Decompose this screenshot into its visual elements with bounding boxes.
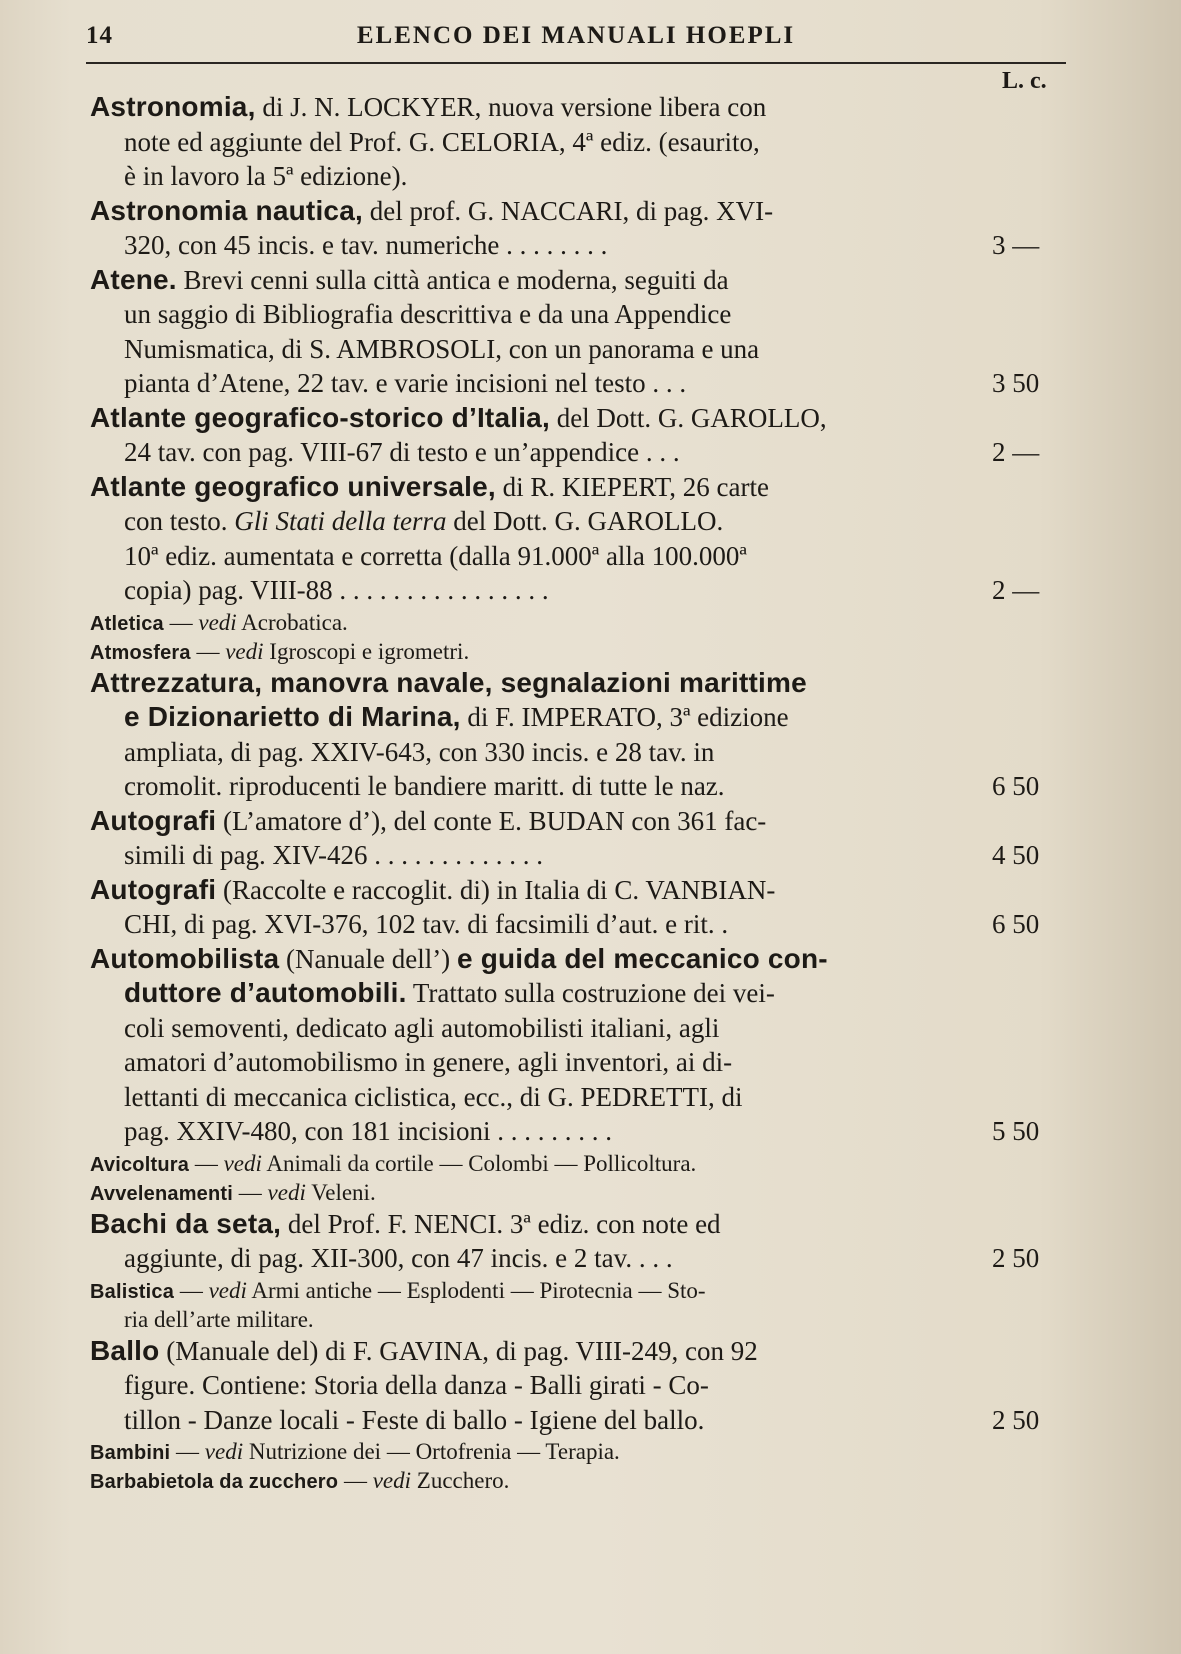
entry-attrezzatura <box>90 666 1078 804</box>
entry-bachi-da-seta <box>90 1207 1078 1276</box>
entry-price: 3 — <box>992 230 1040 260</box>
entry-title: Attrezzatura, manovra navale, segnalazioni marittime <box>90 666 807 698</box>
page-number: 14 <box>86 22 113 49</box>
entry-text: 320, con 45 incis. e tav. numeriche . . . . . . . . <box>124 230 608 260</box>
dash: — <box>169 609 193 635</box>
entry-price: 5 50 <box>992 1116 1040 1146</box>
vedi-label: vedi <box>208 1277 247 1303</box>
entry-title: Balistica <box>90 1280 175 1303</box>
entry-text: Numismatica, di S. AMBROSOLI, con un panorama e una <box>124 333 760 364</box>
entry-title: Atletica <box>90 612 164 635</box>
entry-title: Automobilista <box>90 942 280 974</box>
cross-reference: Animali da cortile — Colombi — Pollicoltura. <box>266 1150 697 1176</box>
entry-astronomia <box>90 90 1078 194</box>
entry-atlante-storico <box>90 401 1078 470</box>
entry-title: Atlante geografico-storico d’Italia, <box>90 401 550 433</box>
entry-atletica <box>90 608 1078 637</box>
entry-atene <box>90 263 1078 401</box>
entry-title: Atmosfera <box>90 641 191 664</box>
entry-atmosfera <box>90 637 1078 666</box>
entry-text: ampliata, di pag. XXIV-643, con 330 incis. e 28 tav. in <box>124 736 715 767</box>
cross-reference: Armi antiche — Esplodenti — Pirotecnia — Sto- <box>251 1277 706 1303</box>
entry-text: con testo. <box>124 506 228 536</box>
entry-title: Atlante geografico universale, <box>90 470 496 502</box>
entry-text: (Manuale del) di F. GAVINA, di pag. VIII-249, con 92 <box>166 1335 758 1366</box>
vedi-label: vedi <box>223 1150 262 1176</box>
vedi-label: vedi <box>204 1439 244 1464</box>
cross-reference: Nutrizione dei — Ortofrenia — Terapia. <box>248 1439 620 1464</box>
entry-text: di J. N. LOCKYER, nuova versione libera con <box>262 92 767 122</box>
running-head: ELENCO DEI MANUALI HOEPLI <box>356 22 796 49</box>
entry-title: Bambini <box>90 1442 171 1464</box>
entry-bambini <box>90 1437 1078 1466</box>
entry-text: pag. XXIV-480, con 181 incisioni . . . . . . . . . <box>124 1116 612 1146</box>
entry-text: (L’amatore d’), del conte E. BUDAN con 361 fac- <box>222 805 767 836</box>
entry-price: 2 — <box>992 437 1040 467</box>
dash: — <box>176 1439 200 1464</box>
entry-title: Avicoltura <box>90 1153 190 1176</box>
entry-price: 4 50 <box>992 840 1040 870</box>
entry-text: Brevi cenni sulla città antica e moderna, seguiti da <box>183 264 729 295</box>
entry-text: (Raccolte e raccoglit. di) in Italia di C. VANBIAN- <box>222 874 776 905</box>
entry-text: amatori d’automobilismo in genere, agli inventori, ai di- <box>124 1047 733 1077</box>
entry-title: duttore d’automobili. <box>124 977 407 1008</box>
entry-text: lettanti di meccanica ciclistica, ecc., di G. PEDRETTI, di <box>124 1081 743 1112</box>
entry-price: 6 50 <box>992 771 1040 801</box>
dash: — <box>194 1150 218 1176</box>
cross-reference: Veleni. <box>311 1179 376 1205</box>
dash: — <box>196 638 220 664</box>
entry-text: coli semoventi, dedicato agli automobilisti italiani, agli <box>124 1012 720 1043</box>
entry-title: e Dizionarietto di Marina, <box>124 701 461 732</box>
cross-reference: Zucchero. <box>416 1468 510 1493</box>
entry-autografi-amatore <box>90 804 1078 873</box>
entry-price: 2 50 <box>992 1404 1040 1435</box>
entry-italic-title: Gli Stati della terra <box>234 506 447 536</box>
entry-title: Barbabietola da zucchero <box>90 1471 339 1493</box>
entry-text: cromolit. riproducenti le bandiere maritt. di tutte le naz. <box>124 771 725 801</box>
entry-text: del Prof. F. NENCI. 3ª ediz. con note ed <box>287 1208 721 1239</box>
entry-atlante-universale <box>90 470 1078 608</box>
entry-astronomia-nautica <box>90 194 1078 263</box>
entry-title: Astronomia nautica, <box>90 194 363 226</box>
vedi-label: vedi <box>198 609 237 635</box>
entry-barbabietola <box>90 1466 1078 1495</box>
entry-price: 2 — <box>992 575 1040 605</box>
entry-text: 24 tav. con pag. VIII-67 di testo e un’appendice . . . <box>124 437 680 467</box>
entry-text: figure. Contiene: Storia della danza - Balli girati - Co- <box>124 1370 709 1400</box>
entry-balistica <box>90 1276 1078 1334</box>
entry-text: simili di pag. XIV-426 . . . . . . . . . . . . . <box>124 840 544 870</box>
entry-avicoltura <box>90 1149 1078 1178</box>
entry-title: Bachi da seta, <box>90 1207 282 1239</box>
entry-title: Autografi <box>90 873 217 905</box>
vedi-label: vedi <box>267 1179 306 1205</box>
entry-text: Trattato sulla costruzione dei vei- <box>412 978 775 1008</box>
cross-reference: Igroscopi e igrometri. <box>269 638 470 664</box>
entry-title: Autografi <box>90 804 217 836</box>
vedi-label: vedi <box>372 1468 412 1493</box>
entry-title: Avvelenamenti <box>90 1182 234 1205</box>
entry-title: Atene. <box>90 263 177 295</box>
entry-title: Ballo <box>90 1334 160 1366</box>
entry-title: e guida del meccanico con- <box>456 942 828 974</box>
entry-text: tillon - Danze locali - Feste di ballo - Igiene del ballo. <box>124 1404 705 1435</box>
entry-text: del prof. G. NACCARI, di pag. XVI- <box>369 195 774 226</box>
dash: — <box>238 1179 262 1205</box>
entry-text: aggiunte, di pag. XII-300, con 47 incis. e 2 tav. . . . <box>124 1243 673 1273</box>
entry-text: un saggio di Bibliografia descrittiva e da una Appendice <box>124 299 732 329</box>
dash: — <box>343 1468 367 1493</box>
entry-text: del Dott. G. GAROLLO. <box>453 506 724 536</box>
entry-text: (Nanuale dell’) <box>286 943 451 974</box>
entry-autografi-raccolte <box>90 873 1078 942</box>
entry-avvelenamenti <box>90 1178 1078 1207</box>
entry-list <box>90 90 1078 1495</box>
entry-text: del Dott. G. GAROLLO, <box>556 402 827 433</box>
entry-price: 2 50 <box>992 1243 1040 1273</box>
vedi-label: vedi <box>225 638 264 664</box>
entry-title: Astronomia, <box>90 91 256 122</box>
entry-ballo <box>90 1334 1078 1438</box>
entry-text: copia) pag. VIII-88 . . . . . . . . . . . . . . . . <box>124 575 549 605</box>
entry-text: pianta d’Atene, 22 tav. e varie incisioni nel testo . . . <box>124 368 687 398</box>
entry-text: note ed aggiunte del Prof. G. CELORIA, 4ª ediz. (esaurito, <box>124 126 760 157</box>
page-header <box>86 22 1066 62</box>
entry-text: è in lavoro la 5ª edizione). <box>124 161 408 191</box>
entry-text: di F. IMPERATO, 3ª edizione <box>467 702 789 732</box>
dash: — <box>179 1277 203 1303</box>
cross-reference: Acrobatica. <box>241 609 348 635</box>
entry-text: 10ª ediz. aumentata e corretta (dalla 91.000ª alla 100.000ª <box>124 540 747 571</box>
header-rule <box>86 62 1066 64</box>
currency-column-label: L. c. <box>1002 68 1047 94</box>
entry-text: di R. KIEPERT, 26 carte <box>502 471 769 502</box>
cross-reference: ria dell’arte militare. <box>124 1306 314 1332</box>
entry-automobilista <box>90 942 1078 1149</box>
entry-price: 3 50 <box>992 368 1040 398</box>
entry-price: 6 50 <box>992 909 1040 939</box>
entry-text: CHI, di pag. XVI-376, 102 tav. di facsimili d’aut. e rit. . <box>124 909 729 939</box>
